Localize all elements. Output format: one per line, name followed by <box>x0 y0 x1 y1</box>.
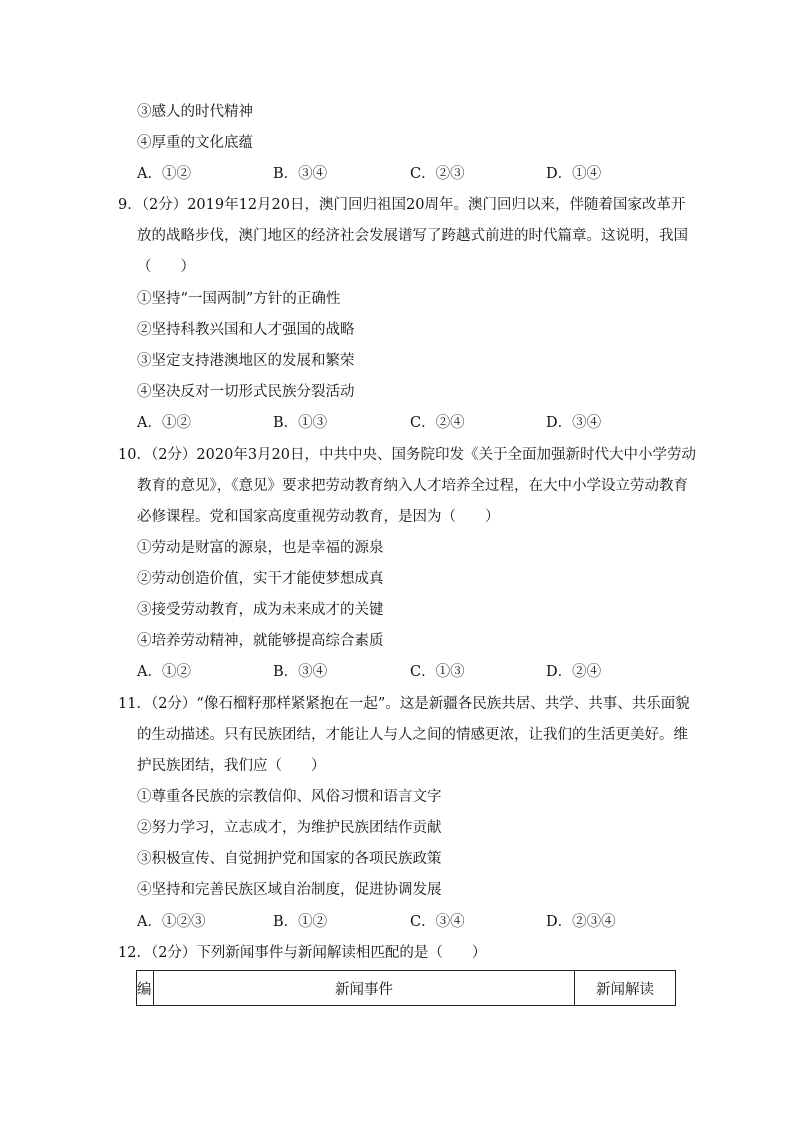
news-table-header-number: 编 <box>137 971 154 1006</box>
q10-option-b: B．③④ <box>273 664 328 680</box>
q11-item-2: ②努力学习，立志成才，为维护民族团结作贡献 <box>137 820 442 836</box>
q9-option-a: A．①② <box>137 415 191 431</box>
q8-option-b: B．③④ <box>273 166 328 182</box>
q11-item-4: ④坚持和完善民族区域自治制度，促进协调发展 <box>137 882 442 898</box>
q8-option-d: D．①④ <box>546 166 602 182</box>
q11-item-3: ③积极宣传、自觉拥护党和国家的各项民族政策 <box>137 851 442 867</box>
news-table-header-interpretation: 新闻解读 <box>575 971 676 1006</box>
q10-stem-line-2: 教育的意见》，《意见》要求把劳动教育纳入人才培养全过程，在大中小学设立劳动教育 <box>137 478 688 494</box>
q11-item-1: ①尊重各民族的宗教信仰、风俗习惯和语言文字 <box>137 789 442 805</box>
q9-item-4: ④坚决反对一切形式民族分裂活动 <box>137 384 355 400</box>
q9-stem-line-2: 放的战略步伐，澳门地区的经济社会发展谱写了跨越式前进的时代篇章。这说明，我国 <box>137 228 688 244</box>
q10-stem-line-1: 10．（2分）2020年3月20日，中共中央、国务院印发《关于全面加强新时代大中小学劳动 <box>118 447 697 463</box>
q9-stem-line-1: 9．（2分）2019年12月20日，澳门回归祖国20周年。澳门回归以来，伴随着国家改革开 <box>118 197 686 213</box>
q9-option-c: C．②④ <box>410 415 465 431</box>
news-table-header-row <box>137 971 676 1006</box>
q11-option-a: A．①②③ <box>137 914 206 930</box>
q11-option-b: B．①② <box>273 914 328 930</box>
q8-item-4: ④厚重的文化底蕴 <box>137 135 253 151</box>
q12-stem: 12．（2分）下列新闻事件与新闻解读相匹配的是（ ） <box>118 945 487 961</box>
q10-option-a: A．①② <box>137 664 191 680</box>
q10-stem-line-3: 必修课程。党和国家高度重视劳动教育，是因为（ ） <box>137 509 500 525</box>
q10-item-2: ②劳动创造价值，实干才能使梦想成真 <box>137 571 384 587</box>
q11-stem-line-1: 11．（2分）“像石榴籽那样紧紧抱在一起”。这是新疆各民族共居、共学、共事、共乐面貌 <box>118 696 690 712</box>
q9-item-2: ②坚持科教兴国和人才强国的战略 <box>137 322 355 338</box>
q8-option-c: C．②③ <box>410 166 465 182</box>
q11-stem-line-2: 的生动描述。只有民族团结，才能让人与人之间的情感更浓，让我们的生活更美好。维 <box>137 727 688 743</box>
q8-item-3: ③感人的时代精神 <box>137 104 253 120</box>
q8-option-a: A．①② <box>137 166 191 182</box>
q11-option-d: D．②③④ <box>546 914 616 930</box>
q9-stem-line-3: （ ） <box>137 259 195 275</box>
news-table <box>136 970 676 1006</box>
q11-stem-line-3: 护民族团结，我们应（ ） <box>137 758 326 774</box>
q9-item-1: ①坚持“一国两制”方针的正确性 <box>137 291 341 307</box>
q9-item-3: ③坚定支持港澳地区的发展和繁荣 <box>137 353 355 369</box>
q9-option-b: B．①③ <box>273 415 328 431</box>
q9-option-d: D．③④ <box>546 415 602 431</box>
q10-item-1: ①劳动是财富的源泉，也是幸福的源泉 <box>137 540 384 556</box>
q10-option-d: D．②④ <box>546 664 602 680</box>
q10-option-c: C．①③ <box>410 664 465 680</box>
q10-item-4: ④培养劳动精神，就能够提高综合素质 <box>137 633 384 649</box>
q10-item-3: ③接受劳动教育，成为未来成才的关键 <box>137 602 384 618</box>
q11-option-c: C．③④ <box>410 914 465 930</box>
news-table-header-event: 新闻事件 <box>154 971 575 1006</box>
